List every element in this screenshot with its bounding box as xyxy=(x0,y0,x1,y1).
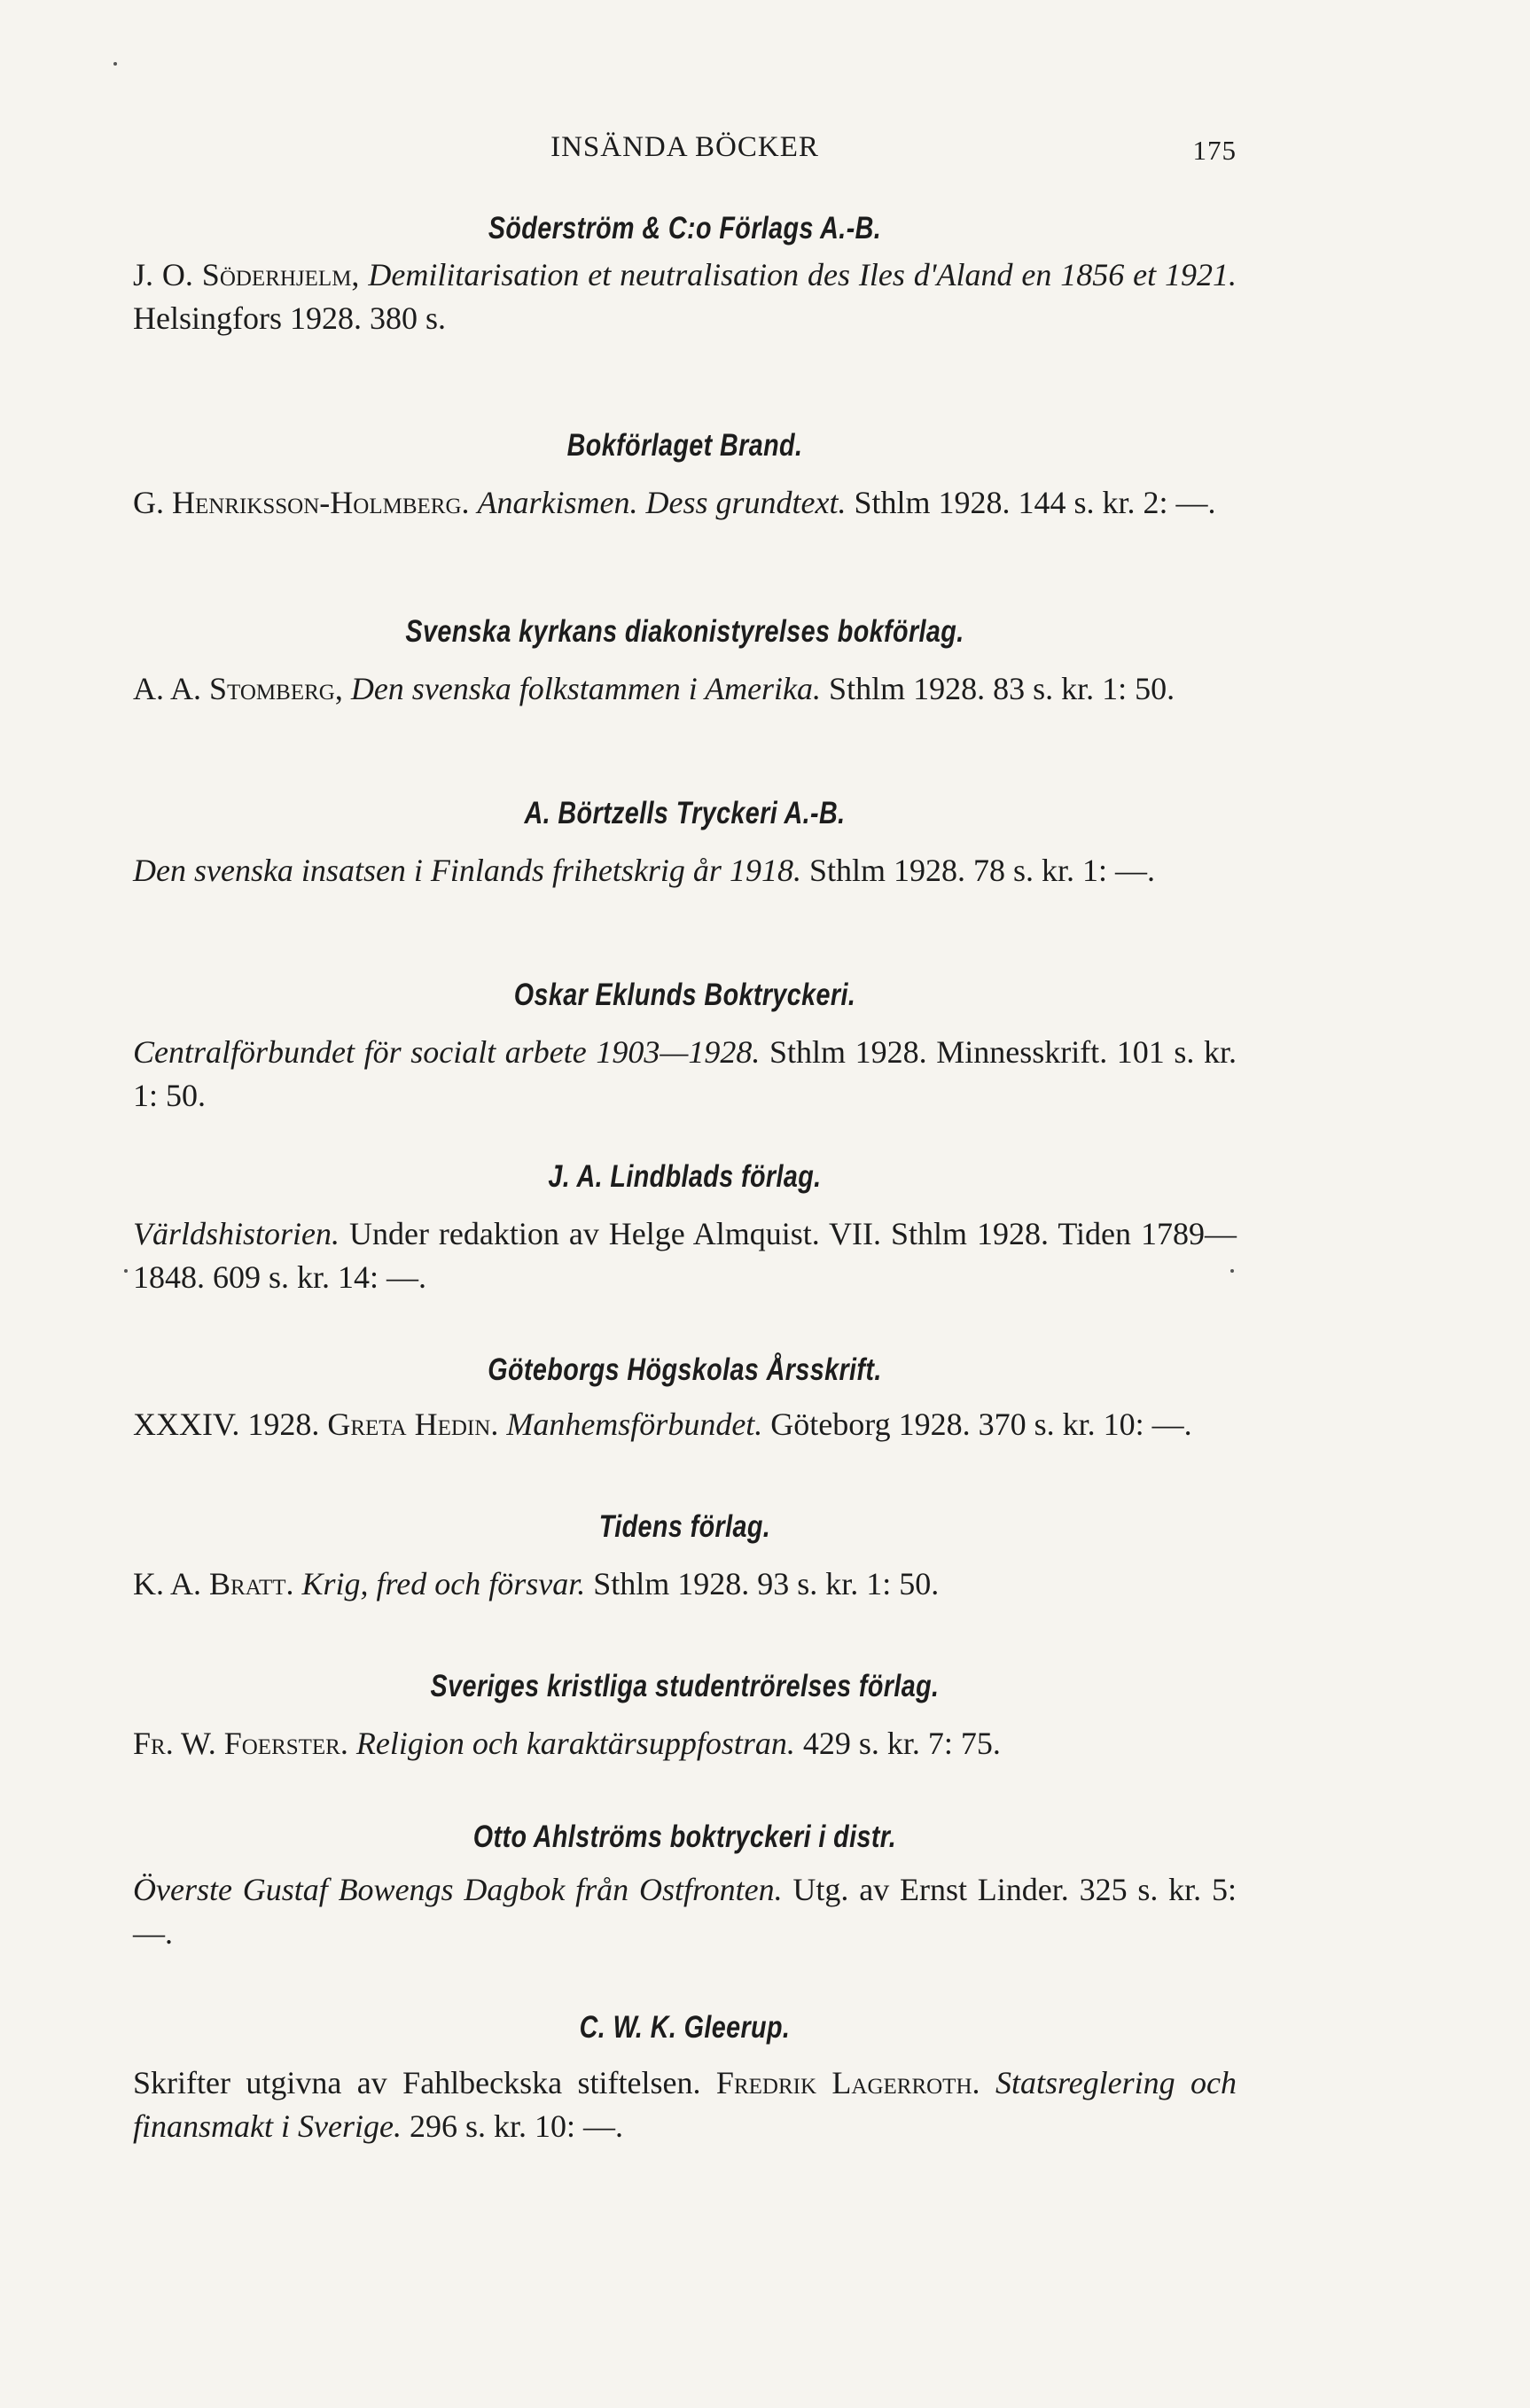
entry-text: Skrifter utgivna av Fahlbeckska stiftelsen. xyxy=(133,2065,716,2100)
book-entry xyxy=(133,1212,1237,1299)
entry-text: Sthlm 1928. Minnesskrift. 101 s. kr. 1: 50. xyxy=(133,1034,1237,1113)
publisher-heading: Tidens förlag. xyxy=(598,1509,771,1544)
book-title: Manhemsförbundet. xyxy=(506,1407,763,1442)
entry-text: 429 s. kr. 7: 75. xyxy=(794,1726,1001,1761)
entry-text xyxy=(980,2065,995,2100)
entry-text: Sthlm 1928. 93 s. kr. 1: 50. xyxy=(585,1566,940,1601)
author-name: Fr. W. Foerster. xyxy=(133,1726,348,1761)
publisher-heading: Söderström & C:o Förlags A.-B. xyxy=(488,211,882,245)
book-title: Demilitarisation et neutralisation des Iles d'Aland en 1856 et 1921. xyxy=(368,257,1237,292)
book-entry xyxy=(133,849,1237,892)
entry-text: J. O. xyxy=(133,257,202,292)
publisher-heading: Svenska kyrkans diakonistyrelses bokförlag. xyxy=(405,614,964,649)
author-name: Söderhjelm, xyxy=(201,257,360,292)
entry-text xyxy=(498,1407,506,1442)
book-page xyxy=(133,131,1237,2214)
running-head-title: INSÄNDA BÖCKER xyxy=(550,131,819,163)
publisher-heading: Bokförlaget Brand. xyxy=(566,428,803,463)
entry-text: Göteborg 1928. 370 s. kr. 10: —. xyxy=(762,1407,1192,1442)
running-head xyxy=(133,131,1237,175)
entry-text: A. A. xyxy=(133,671,210,706)
publisher-heading: Göteborgs Högskolas Årsskrift. xyxy=(488,1352,882,1387)
book-list xyxy=(133,175,1237,2214)
entry-text: Sthlm 1928. 78 s. kr. 1: —. xyxy=(800,853,1155,888)
page-number: 175 xyxy=(1192,135,1237,166)
scan-speck xyxy=(124,1269,128,1273)
entry-text xyxy=(470,485,478,520)
entry-text xyxy=(348,1726,356,1761)
scan-speck xyxy=(1230,1269,1234,1273)
scan-speck xyxy=(113,62,117,66)
author-name: Henriksson-Holmberg. xyxy=(172,485,470,520)
book-entry xyxy=(133,481,1237,525)
book-entry xyxy=(133,2061,1237,2148)
book-entry xyxy=(133,1403,1237,1446)
book-title: Centralförbundet för socialt arbete 1903—1928. xyxy=(133,1034,761,1070)
entry-text xyxy=(343,671,351,706)
publisher-heading: Oskar Eklunds Boktryckeri. xyxy=(513,978,856,1012)
publisher-heading: Otto Ahlströms boktryckeri i distr. xyxy=(472,1820,897,1854)
book-title: Religion och karaktärsuppfostran. xyxy=(355,1726,795,1761)
author-name: Bratt. xyxy=(209,1566,294,1601)
entry-text: 296 s. kr. 10: —. xyxy=(401,2108,623,2144)
book-title: Världshistorien. xyxy=(133,1216,340,1251)
book-entry xyxy=(133,1868,1237,1955)
author-name: Greta Hedin. xyxy=(327,1407,499,1442)
entry-text: Helsingfors 1928. 380 s. xyxy=(133,300,446,336)
book-entry xyxy=(133,1722,1237,1765)
book-title: Krig, fred och försvar. xyxy=(301,1566,586,1601)
entry-text: Utg. av Ernst Linder. 325 s. kr. 5: —. xyxy=(133,1872,1237,1951)
entry-text: Sthlm 1928. 144 s. kr. 2: —. xyxy=(846,485,1216,520)
entry-text: G. xyxy=(133,485,172,520)
author-name: Stomberg, xyxy=(209,671,343,706)
entry-text xyxy=(294,1566,302,1601)
publisher-heading: J. A. Lindblads förlag. xyxy=(548,1159,822,1194)
book-title: Den svenska insatsen i Finlands frihetskrig år 1918. xyxy=(133,853,801,888)
entry-text: Under redaktion av Helge Almquist. VII. Sthlm 1928. Tiden 1789—1848. 609 s. kr. 14: —. xyxy=(133,1216,1237,1295)
book-entry xyxy=(133,253,1237,340)
entry-text: XXXIV. 1928. xyxy=(133,1407,328,1442)
entry-text xyxy=(359,257,368,292)
book-entry xyxy=(133,667,1237,711)
entry-text: Sthlm 1928. 83 s. kr. 1: 50. xyxy=(821,671,1175,706)
publisher-heading: A. Börtzells Tryckeri A.-B. xyxy=(524,796,846,830)
author-name: Fredrik Lagerroth. xyxy=(715,2065,980,2100)
book-title: Den svenska folkstammen i Amerika. xyxy=(350,671,822,706)
publisher-heading: Sveriges kristliga studentrörelses förlag. xyxy=(430,1669,940,1703)
publisher-heading: C. W. K. Gleerup. xyxy=(579,2010,791,2045)
book-title: Överste Gustaf Bowengs Dagbok från Ostfronten. xyxy=(133,1872,783,1907)
entry-text: K. A. xyxy=(133,1566,210,1601)
book-title: Anarkismen. Dess grundtext. xyxy=(477,485,847,520)
book-title: Statsreglering och finansmakt i Sverige. xyxy=(133,2065,1237,2144)
book-entry xyxy=(133,1031,1237,1118)
book-entry xyxy=(133,1562,1237,1606)
